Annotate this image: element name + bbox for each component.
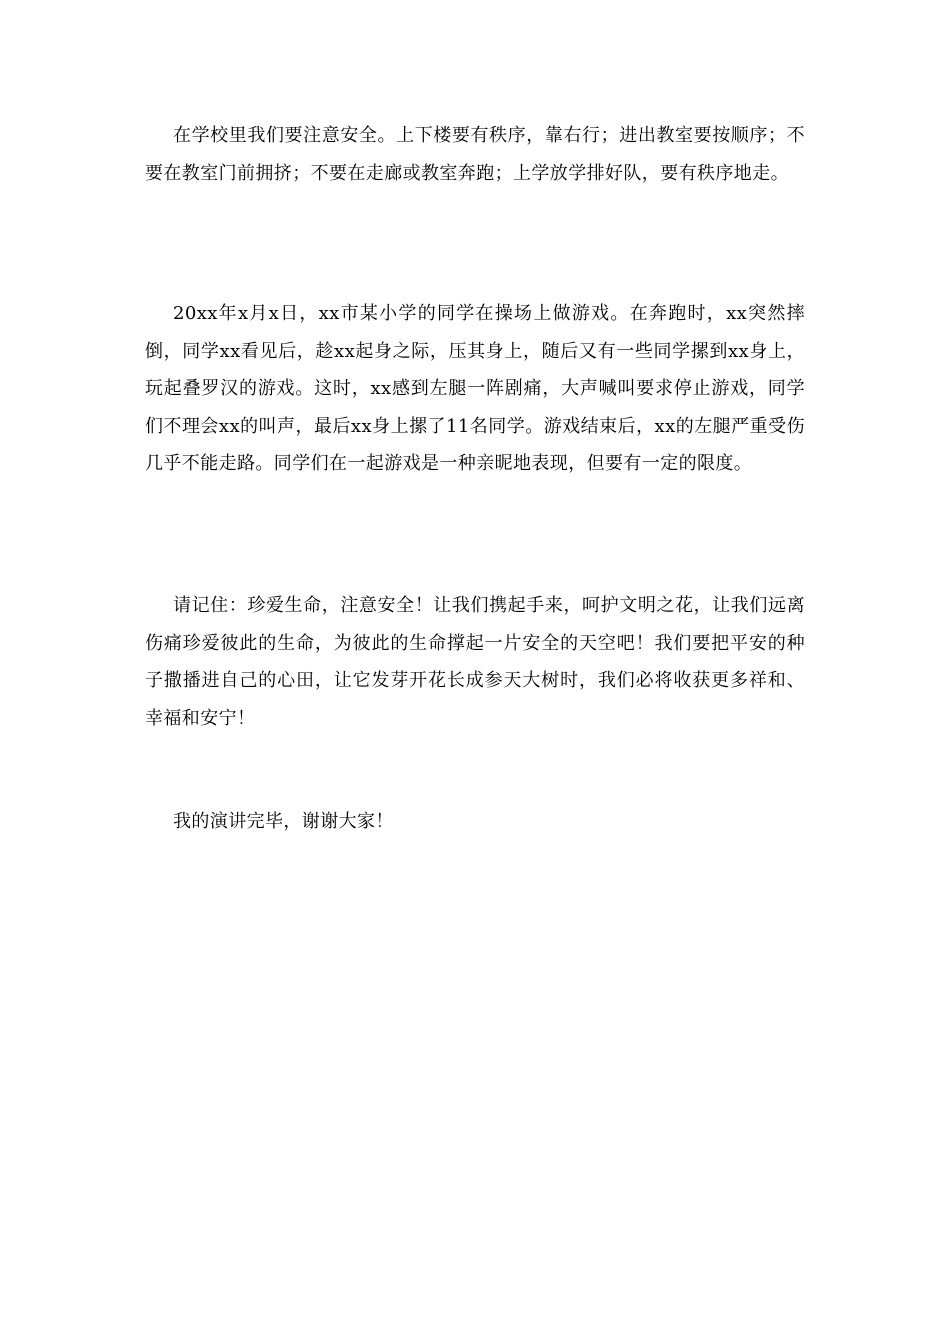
paragraph-thanks: 我的演讲完毕，谢谢大家！ [173, 811, 394, 832]
paragraph-school-safety: 在学校里我们要注意安全。上下楼要有秩序，靠右行；进出教室要按顺序；不要在教室门前拥挤；不要在走廊或教室奔跑；上学放学排好队，要有秩序地走。 [145, 125, 805, 184]
paragraph-incident-story: 20xx年x月x日，xx市某小学的同学在操场上做游戏。在奔跑时，xx突然摔倒，同学xx看见后，趁xx起身之际，压其身上，随后又有一些同学摞到xx身上，玩起叠罗汉的游戏。这时，xx感到左腿一阵剧痛，大声喊叫要求停止游戏，同学们不理会xx的叫声，最后xx身上摞了11名同学。游戏结束后，xx的左腿严重受伤几乎不能走路。同学们在一起游戏是一种亲昵地表现，但要有一定的限度。 [145, 303, 805, 474]
paragraph-closing-appeal: 请记住：珍爱生命，注意安全！让我们携起手来，呵护文明之花，让我们远离伤痛珍爱彼此的生命，为彼此的生命撑起一片安全的天空吧！我们要把平安的种子撒播进自己的心田，让它发芽开花长成参天大树时，我们必将收获更多祥和、幸福和安宁！ [145, 595, 805, 729]
